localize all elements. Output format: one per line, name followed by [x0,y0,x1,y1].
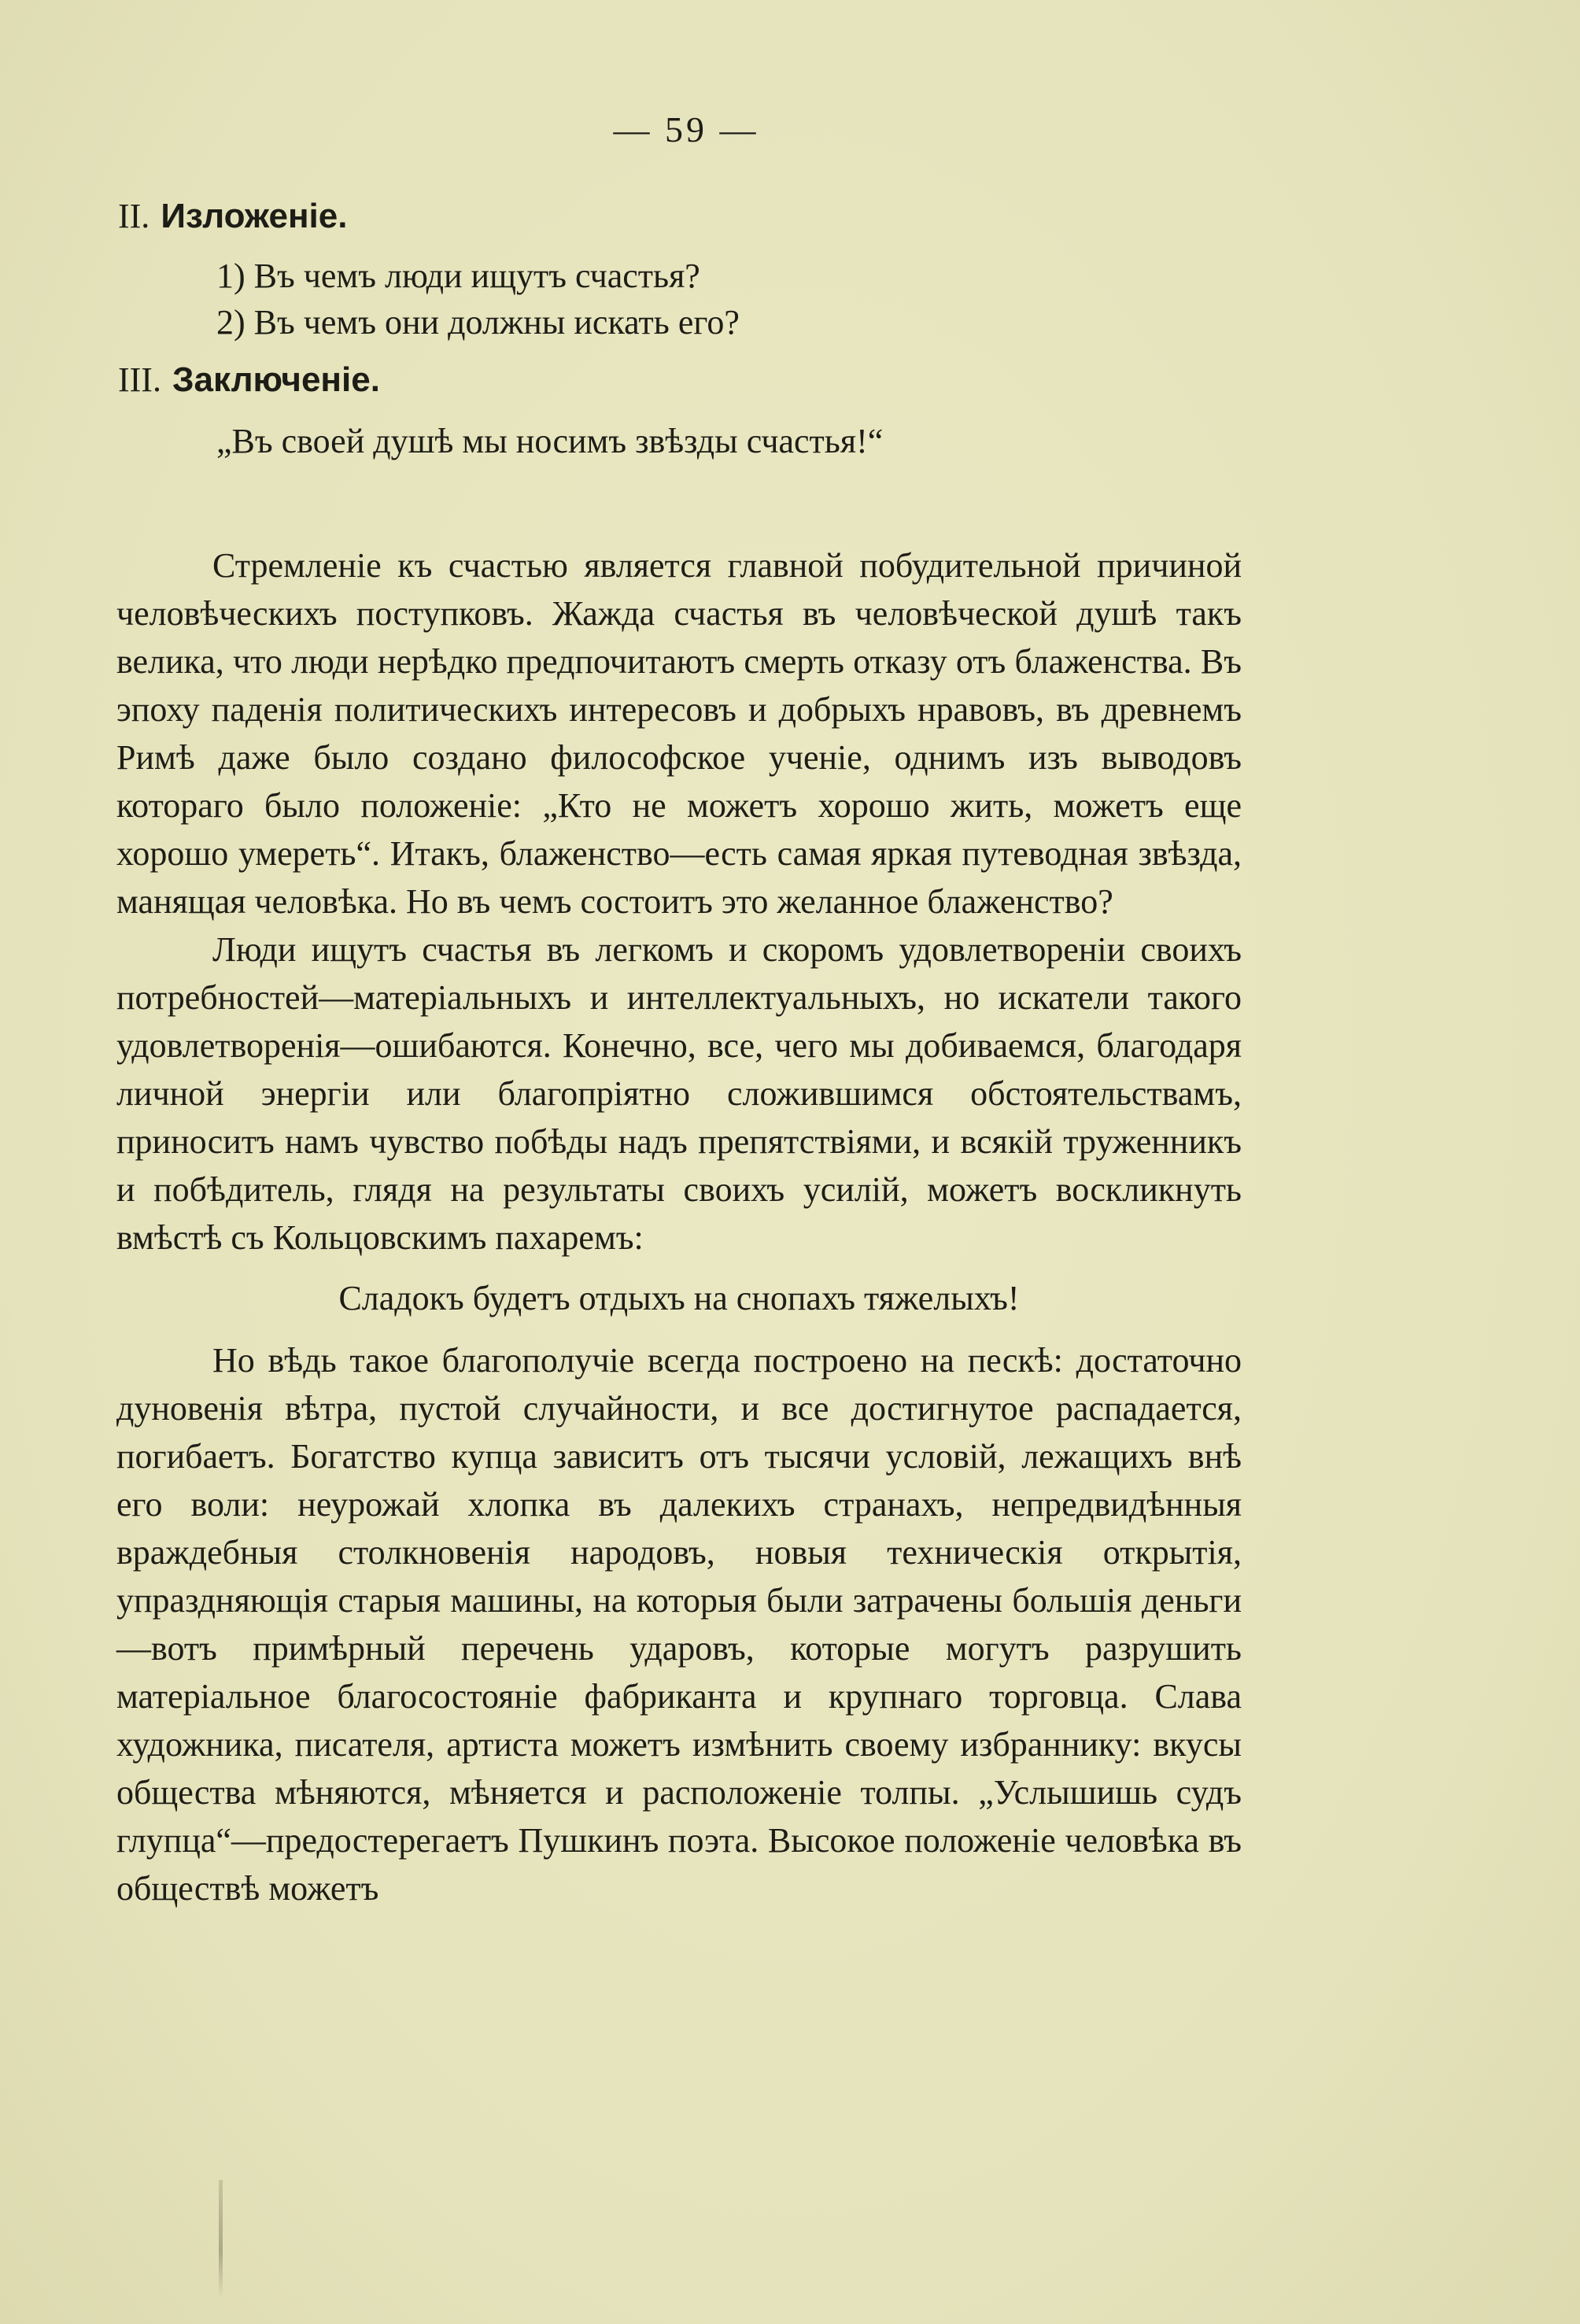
verse-quote: Сладокъ будетъ отдыхъ на снопахъ тяжелыхъ! [338,1279,1020,1317]
paper-mark [219,2180,223,2298]
section-2-title: Изложеніе. [161,197,348,235]
outline-question-2: 2) Въ чемъ они должны искать его? [216,303,740,342]
outline-question-1: 1) Въ чемъ люди ищутъ счастья? [216,257,700,295]
essay-body [116,541,1242,1912]
paragraph-3: Но вѣдь такое благополучіе всегда построено на пескѣ: достаточно дуновенія вѣтра, пустой случайности, и все достигнутое распадается, погибаетъ. Богатство купца зависитъ отъ тысячи условій, лежащихъ внѣ его воли: неурожай хлопка въ далекихъ странахъ, непредвидѣнныя враждебныя столкновенія народовъ, новыя техническія открытія, упраздняющія старыя машины, на которыя были затрачены большія деньги—вотъ примѣрный перечень ударовъ, которые могутъ разрушить матеріальное благосостояніе фабриканта и крупнаго торговца. Слава художника, писателя, артиста можетъ измѣнить своему избраннику: вкусы общества мѣняются, мѣняется и расположеніе толпы. „Услышишь судъ глупца“—предостерегаетъ Пушкинъ поэта. Высокое положеніе человѣка въ обществѣ можетъ [116,1341,1242,1908]
section-2-numeral: II. [118,197,150,235]
page-number: — 59 — [613,109,759,150]
section-3-numeral: III. [118,360,161,399]
paragraph-1: Стремленіе къ счастью является главной побудительной причиной человѣческихъ поступковъ. Жажда счастья въ человѣческой душѣ такъ велика, что люди нерѣдко предпочитаютъ смерть отказу отъ блаженства. Въ эпоху паденія политическихъ интересовъ и добрыхъ нравовъ, въ древнемъ Римѣ даже было создано философское ученіе, однимъ изъ выводовъ котораго было положеніе: „Кто не можетъ хорошо жить, можетъ еще хорошо умереть“. Итакъ, блаженство—есть самая яркая путеводная звѣзда, манящая человѣка. Но въ чемъ состоитъ это желанное блаженство? [116,546,1242,921]
section-2-heading [118,193,347,240]
paragraph-2: Люди ищутъ счастья въ легкомъ и скоромъ удовлетвореніи своихъ потребностей—матеріальныхъ и интеллектуальныхъ, но искатели такого удовлетворенія—ошибаются. Конечно, все, чего мы добиваемся, благодаря личной энергіи или благопріятно сложившимся обстоятельствамъ, приноситъ намъ чувство побѣды надъ препятствіями, и всякій труженникъ и побѣдитель, глядя на результаты своихъ усилій, можетъ воскликнуть вмѣстѣ съ Кольцовскимъ пахаремъ: [116,930,1242,1257]
section-3-heading [118,357,380,404]
section-3-title: Заключеніе. [172,360,380,399]
conclusion-quote: „Въ своей душѣ мы носимъ звѣзды счастья!“ [216,422,884,460]
